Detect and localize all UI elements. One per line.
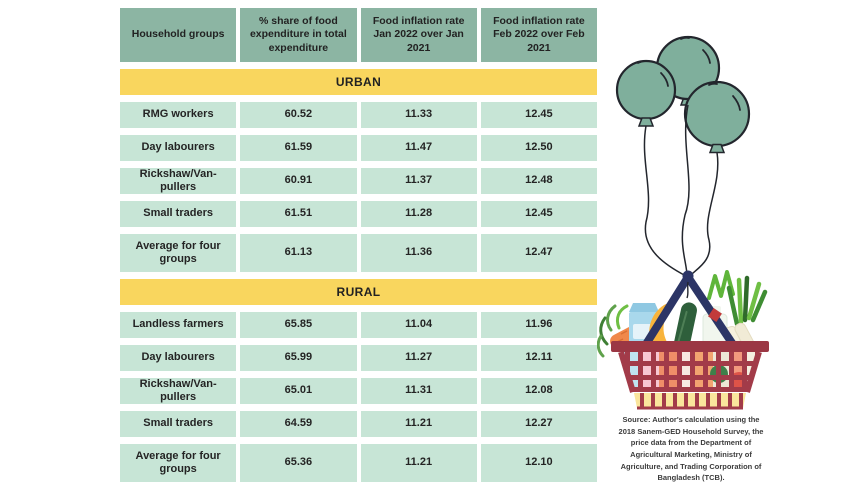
table-cell: 11.21 bbox=[361, 444, 477, 482]
table-cell: 65.01 bbox=[240, 378, 356, 404]
table-cell: 12.47 bbox=[481, 234, 597, 272]
table-cell: 64.59 bbox=[240, 411, 356, 437]
source-note-line: 2018 Sanem-GED Household Survey, the bbox=[618, 426, 764, 436]
table-cell: 65.99 bbox=[240, 345, 356, 371]
source-note-line: Agriculture, and Trading Corporation of bbox=[620, 461, 762, 471]
table-cell: 11.28 bbox=[361, 201, 477, 227]
table-cell: 11.47 bbox=[361, 135, 477, 161]
row-label: Small traders bbox=[120, 411, 236, 437]
row-label: Day labourers bbox=[120, 345, 236, 371]
table-cell: 65.85 bbox=[240, 312, 356, 338]
table-cell: 12.08 bbox=[481, 378, 597, 404]
source-note-line: Source: Author's calculation using the bbox=[622, 415, 760, 424]
food-inflation-table bbox=[120, 8, 597, 482]
basket-icon bbox=[611, 341, 769, 408]
row-label: Landless farmers bbox=[120, 312, 236, 338]
table-cell: 12.45 bbox=[481, 102, 597, 128]
table-cell: 12.48 bbox=[481, 168, 597, 194]
table-cell: 12.50 bbox=[481, 135, 597, 161]
table-cell: 12.45 bbox=[481, 201, 597, 227]
table-cell: 60.91 bbox=[240, 168, 356, 194]
table-cell: 11.04 bbox=[361, 312, 477, 338]
column-header-inflation-feb: Food inflation rate Feb 2022 over Feb 2021 bbox=[481, 8, 597, 62]
urban-section-banner: URBAN bbox=[120, 69, 597, 95]
table-cell: 65.36 bbox=[240, 444, 356, 482]
table-cell: 61.13 bbox=[240, 234, 356, 272]
row-label: Rickshaw/Van-pullers bbox=[120, 168, 236, 194]
row-label: Average for four groups bbox=[120, 444, 236, 482]
table-cell: 11.36 bbox=[361, 234, 477, 272]
table-cell: 60.52 bbox=[240, 102, 356, 128]
table-cell: 11.33 bbox=[361, 102, 477, 128]
balloons-basket-illustration bbox=[597, 0, 857, 482]
source-note-line: price data from the Department of bbox=[630, 438, 752, 448]
column-header-inflation-jan: Food inflation rate Jan 2022 over Jan 2021 bbox=[361, 8, 477, 62]
source-note-line: Agricultural Marketing, Ministry of bbox=[630, 449, 752, 459]
table-cell: 61.59 bbox=[240, 135, 356, 161]
balloon-icon-right bbox=[685, 82, 749, 153]
row-label: Average for four groups bbox=[120, 234, 236, 272]
row-label: Small traders bbox=[120, 201, 236, 227]
row-label: Rickshaw/Van-pullers bbox=[120, 378, 236, 404]
source-note-line: Bangladesh (TCB). bbox=[657, 473, 725, 482]
table-cell: 11.96 bbox=[481, 312, 597, 338]
row-label: Day labourers bbox=[120, 135, 236, 161]
row-label: RMG workers bbox=[120, 102, 236, 128]
table-cell: 12.27 bbox=[481, 411, 597, 437]
table-cell: 12.10 bbox=[481, 444, 597, 482]
source-note bbox=[604, 414, 778, 482]
balloon-icon-left bbox=[617, 61, 675, 126]
rural-section-banner: RURAL bbox=[120, 279, 597, 305]
table-cell: 12.11 bbox=[481, 345, 597, 371]
table-cell: 11.21 bbox=[361, 411, 477, 437]
column-header-household-groups: Household groups bbox=[120, 8, 236, 62]
table-cell: 11.31 bbox=[361, 378, 477, 404]
table-cell: 11.37 bbox=[361, 168, 477, 194]
table-cell: 61.51 bbox=[240, 201, 356, 227]
table-cell: 11.27 bbox=[361, 345, 477, 371]
column-header-food-expenditure-share: % share of food expenditure in total expenditure bbox=[240, 8, 356, 62]
